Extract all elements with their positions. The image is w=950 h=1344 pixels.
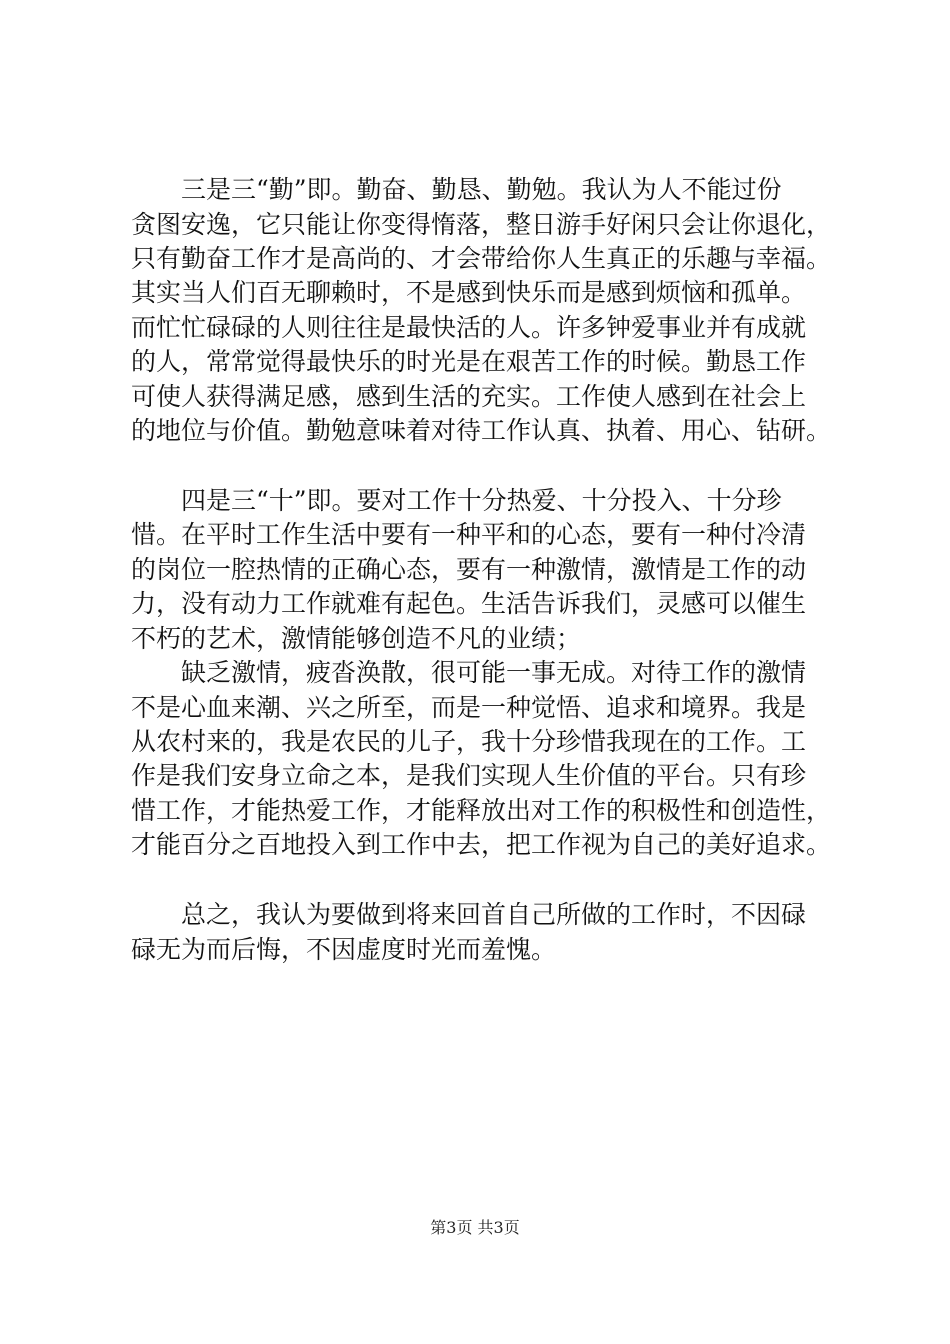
paragraph-2-line-3: 的岗位一腔热情的正确心态，要有一种激情，激情是工作的动 bbox=[131, 555, 807, 584]
paragraph-1-line-7: 可使人获得满足感，感到生活的充实。工作使人感到在社会上 bbox=[131, 382, 807, 411]
paragraph-1-line-8: 的地位与价值。勤勉意味着对待工作认真、执着、用心、钻研。 bbox=[131, 416, 832, 445]
page-number-footer: 第3页 共3页 bbox=[430, 1218, 520, 1237]
paragraph-3-line-2: 不是心血来潮、兴之所至，而是一种觉悟、追求和境界。我是 bbox=[131, 693, 807, 722]
paragraph-1-line-1: 三是三“勤”即。勤奋、勤恳、勤勉。我认为人不能过份 bbox=[131, 175, 782, 204]
paragraph-1-line-6: 的人，常常觉得最快乐的时光是在艰苦工作的时候。勤恳工作 bbox=[131, 347, 807, 376]
paragraph-3-line-3: 从农村来的，我是农民的儿子，我十分珍惜我现在的工作。工 bbox=[131, 727, 807, 756]
paragraph-3-line-6: 才能百分之百地投入到工作中去，把工作视为自己的美好追求。 bbox=[131, 830, 832, 859]
paragraph-2-line-4: 力，没有动力工作就难有起色。生活告诉我们，灵感可以催生 bbox=[131, 589, 807, 618]
paragraph-3-line-5: 惜工作，才能热爱工作，才能释放出对工作的积极性和创造性， bbox=[131, 796, 832, 825]
paragraph-1-line-4: 其实当人们百无聊赖时，不是感到快乐而是感到烦恼和孤单。 bbox=[131, 278, 807, 307]
paragraph-1-line-3: 只有勤奋工作才是高尚的、才会带给你人生真正的乐趣与幸福。 bbox=[131, 244, 832, 273]
paragraph-3-line-4: 作是我们安身立命之本，是我们实现人生价值的平台。只有珍 bbox=[131, 761, 807, 790]
paragraph-2-line-2: 惜。在平时工作生活中要有一种平和的心态，要有一种付冷清 bbox=[131, 520, 807, 549]
paragraph-2-line-5: 不朽的艺术，激情能够创造不凡的业绩； bbox=[131, 624, 582, 653]
paragraph-2-line-1: 四是三“十”即。要对工作十分热爱、十分投入、十分珍 bbox=[131, 486, 782, 515]
paragraph-1-line-2: 贪图安逸，它只能让你变得惰落，整日游手好闲只会让你退化， bbox=[131, 210, 832, 239]
paragraph-3-line-1: 缺乏激情，疲沓涣散，很可能一事无成。对待工作的激情 bbox=[131, 658, 807, 687]
paragraph-4-line-2: 碌无为而后悔，不因虚度时光而羞愧。 bbox=[131, 935, 557, 964]
paragraph-4-line-1: 总之，我认为要做到将来回首自己所做的工作时，不因碌 bbox=[131, 900, 807, 929]
paragraph-1-line-5: 而忙忙碌碌的人则往往是最快活的人。许多钟爱事业并有成就 bbox=[131, 313, 807, 342]
